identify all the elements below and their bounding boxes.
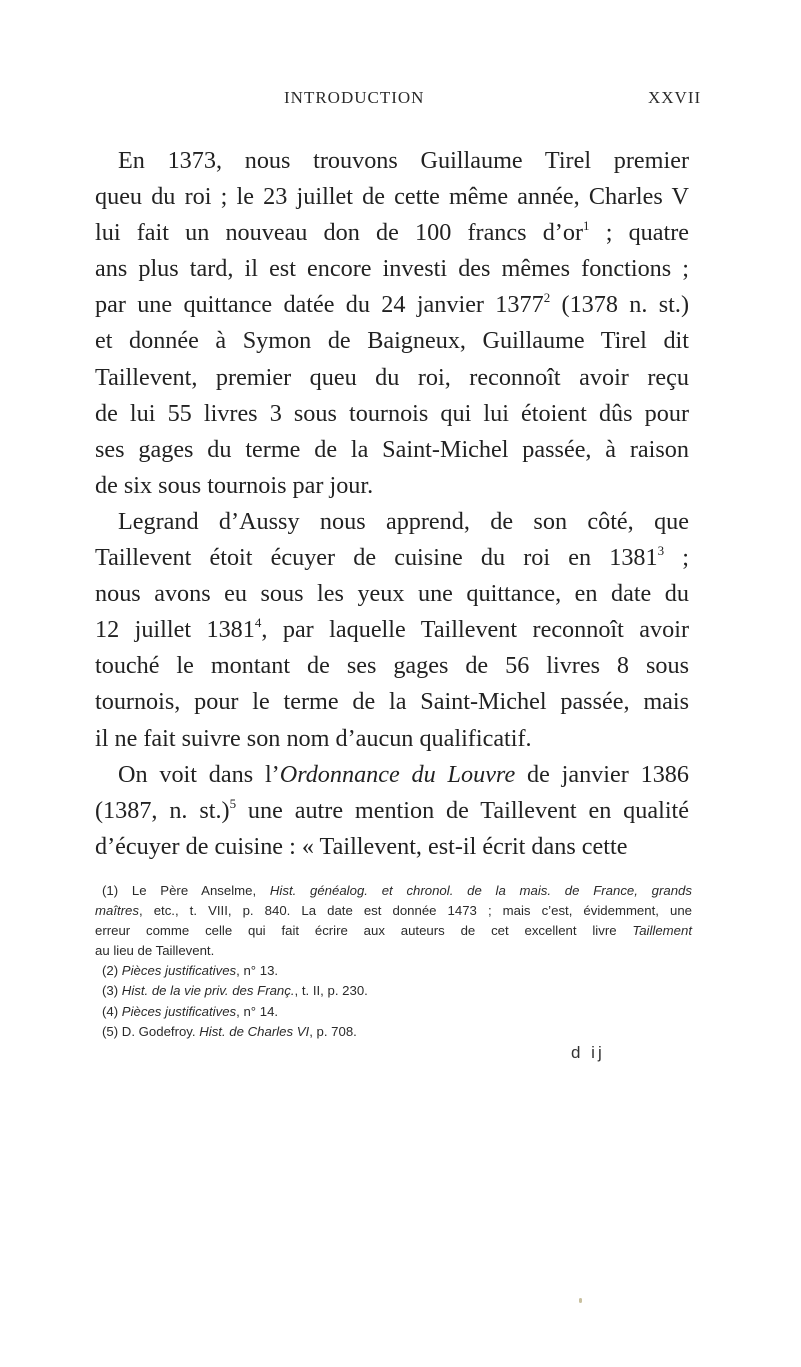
text-line: ses gages du terme de la Saint-Michel passée, à raison xyxy=(95,435,689,463)
italic-text: Hist. de la vie priv. des Franç. xyxy=(121,983,295,999)
text-fragment: ; quatre xyxy=(605,219,690,247)
text-line: de six sous tournois par jour. xyxy=(95,471,374,499)
italic-text: Hist. généalog. et chronol. de la mais. de France, grands xyxy=(269,883,692,898)
text-line xyxy=(95,215,689,251)
footnote-1-cont xyxy=(95,921,692,941)
text-line: d’écuyer de cuisine : « Taillevent, est-il écrit dans cette xyxy=(95,832,628,860)
page-number: XXVII xyxy=(648,88,702,107)
footnote-ref: 4 xyxy=(254,615,262,631)
text-line: touché le montant de ses gages de 56 livres 8 sous xyxy=(95,652,689,680)
italic-title: Ordonnance du Louvre xyxy=(279,760,516,788)
text-line xyxy=(95,612,689,648)
text-line: ans plus tard, il est encore investi des mêmes fonctions ; xyxy=(95,255,689,283)
footnote-ref: 1 xyxy=(583,218,590,234)
text-fragment: Le Père Anselme, xyxy=(131,883,270,898)
footnotes xyxy=(95,881,692,1042)
footnote-1 xyxy=(95,881,692,901)
footnote-ref: 5 xyxy=(229,795,237,811)
italic-text: Pièces justificatives xyxy=(121,1003,237,1019)
text-fragment: , n° 14. xyxy=(236,1003,279,1019)
italic-text: maîtres xyxy=(95,903,139,919)
text-line xyxy=(95,540,689,576)
text-fragment: (1378 n. st.) xyxy=(561,291,689,319)
italic-text: Hist. de Charles VI xyxy=(199,1023,310,1039)
text-line: et donnée à Symon de Baigneux, Guillaume Tirel dit xyxy=(95,327,689,355)
paper-speck xyxy=(579,1298,582,1303)
footnote-4 xyxy=(95,1002,692,1022)
text-line xyxy=(95,287,689,323)
text-fragment: (1387, n. st.) xyxy=(95,796,230,824)
text-fragment: ; xyxy=(682,544,689,572)
text-fragment: erreur comme celle qui fait écrire aux auteurs de cet excellent livre xyxy=(95,923,633,939)
italic-text: Taillement xyxy=(632,923,692,939)
text-line: Legrand d’Aussy nous apprend, de son côté, que xyxy=(118,507,689,535)
main-text xyxy=(95,143,689,865)
text-line: queu du roi ; le 23 juillet de cette même année, Charles V xyxy=(95,183,689,211)
footnote-ref: 2 xyxy=(543,290,551,306)
footnote-number: (4) xyxy=(102,1003,119,1019)
footnote-1-cont: au lieu de Taillevent. xyxy=(95,943,215,959)
italic-text: Pièces justificatives xyxy=(121,963,237,979)
text-fragment: , par laquelle Taillevent reconnoît avoir xyxy=(261,616,689,644)
text-fragment: par une quittance datée du 24 janvier 1377 xyxy=(95,291,544,319)
header-title: INTRODUCTION xyxy=(284,88,425,107)
footnote-1-cont xyxy=(95,901,692,921)
text-fragment: , p. 708. xyxy=(309,1023,357,1039)
text-line xyxy=(95,793,689,829)
text-fragment: une autre mention de Taillevent en qualité xyxy=(236,796,690,824)
footnote-5 xyxy=(95,1022,692,1042)
text-fragment: D. Godefroy. xyxy=(121,1023,200,1039)
footnote-number: (3) xyxy=(102,983,119,999)
footnote-3 xyxy=(95,981,692,1001)
text-fragment: , t. II, p. 230. xyxy=(294,983,368,999)
text-fragment: , n° 13. xyxy=(236,963,279,979)
text-line: Taillevent, premier queu du roi, reconnoît avoir reçu xyxy=(95,363,689,391)
text-fragment: Taillevent étoit écuyer de cuisine du roi en 1381 xyxy=(95,544,658,572)
footnote-number: (1) xyxy=(102,883,119,898)
footnote-2 xyxy=(95,961,692,981)
text-line: En 1373, nous trouvons Guillaume Tirel premier xyxy=(118,147,689,174)
text-line: tournois, pour le terme de la Saint-Michel passée, mais xyxy=(95,688,689,716)
running-header xyxy=(0,88,801,118)
text-line: nous avons eu sous les yeux une quittance, en date du xyxy=(95,580,689,608)
text-line xyxy=(95,757,689,793)
text-fragment: On voit dans l’ xyxy=(118,760,280,788)
footnote-ref: 3 xyxy=(657,543,665,559)
signature-mark: d ij xyxy=(571,1043,605,1062)
text-fragment: de janvier 1386 xyxy=(515,760,689,788)
footnote-number: (5) xyxy=(102,1023,119,1039)
text-line: il ne fait suivre son nom d’aucun qualificatif. xyxy=(95,724,532,752)
text-fragment: 12 juillet 1381 xyxy=(95,616,255,644)
footnote-number: (2) xyxy=(102,963,119,979)
text-fragment: lui fait un nouveau don de 100 francs d’or xyxy=(95,219,584,247)
text-fragment: , etc., t. VIII, p. 840. La date est donnée 1473 ; mais c’est, évidemment, une xyxy=(138,903,692,919)
text-line: de lui 55 livres 3 sous tournois qui lui étoient dûs pour xyxy=(95,399,689,427)
